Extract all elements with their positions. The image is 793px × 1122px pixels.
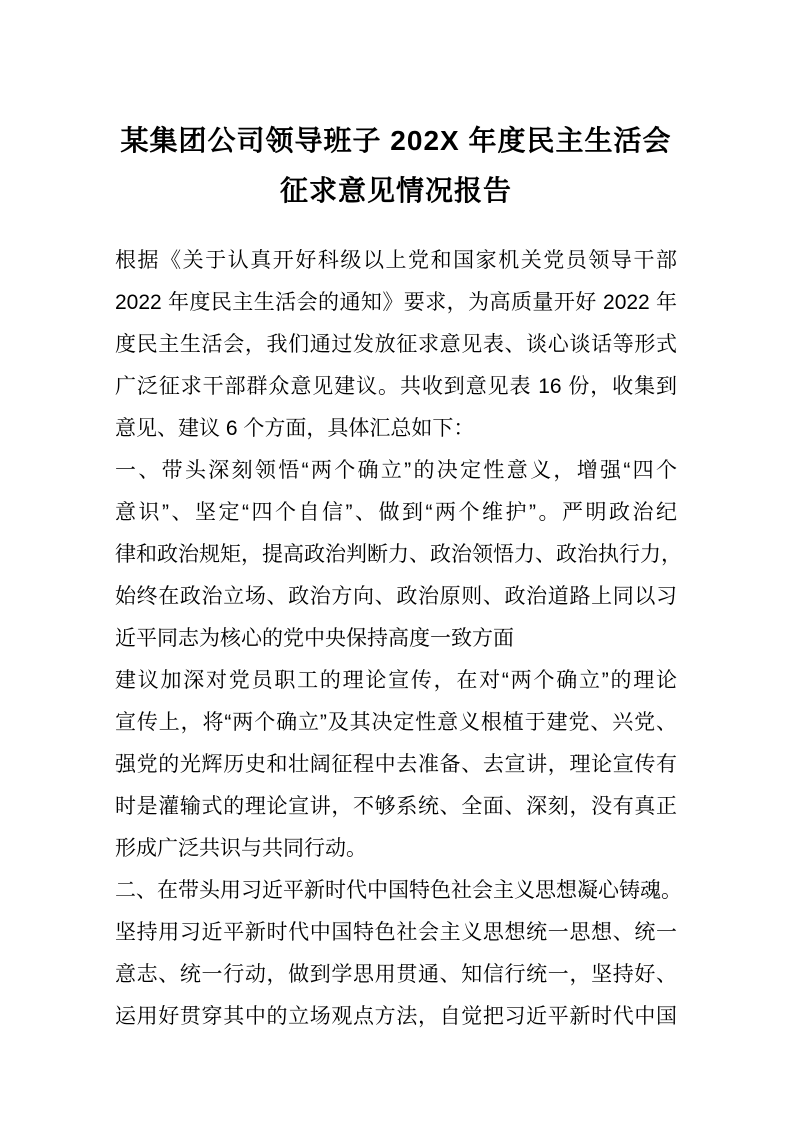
- text-line: 运用好贯穿其中的立场观点方法，自觉把习近平新时代中国: [115, 1005, 677, 1028]
- text-line: 意识”、坚定“四个自信”、做到“两个维护”。严明政治纪: [115, 501, 677, 524]
- paragraph-3: [115, 660, 677, 870]
- text-line: 广泛征求干部群众意见建议。共收到意见表 16 份，收集到: [115, 375, 677, 398]
- text-line: 二、在带头用习近平新时代中国特色社会主义思想凝心铸魂。: [115, 879, 682, 902]
- text-line: 意志、统一行动，做到学思用贯通、知信行统一，坚持好、: [115, 963, 677, 986]
- text-line: 根据《关于认真开好科级以上党和国家机关党员领导干部: [115, 249, 677, 272]
- document-title: [115, 116, 677, 216]
- document-body: [115, 240, 682, 1038]
- text-line: 形成广泛共识与共同行动。: [115, 837, 367, 860]
- paragraph-2: [115, 450, 682, 660]
- title-line-1: 某集团公司领导班子 202X 年度民主生活会: [120, 125, 672, 156]
- text-line: 一、带头深刻领悟“两个确立”的决定性意义，增强“四个: [115, 459, 677, 482]
- text-line: 宣传上，将“两个确立”及其决定性意义根植于建党、兴党、: [115, 711, 677, 734]
- paragraph-4: [115, 870, 682, 1038]
- text-line: 强党的光辉历史和壮阔征程中去准备、去宣讲，理论宣传有: [115, 753, 677, 776]
- text-line: 律和政治规矩，提高政治判断力、政治领悟力、政治执行力，: [115, 543, 682, 566]
- text-line: 坚持用习近平新时代中国特色社会主义思想统一思想、统一: [115, 921, 677, 944]
- title-line-2: 征求意见情况报告: [279, 175, 512, 206]
- text-line: 意见、建议 6 个方面，具体汇总如下：: [115, 417, 475, 440]
- text-line: 时是灌输式的理论宣讲，不够系统、全面、深刻，没有真正: [115, 795, 677, 818]
- text-line: 近平同志为核心的党中央保持高度一致方面: [115, 627, 514, 650]
- paragraph-1: [115, 240, 677, 450]
- text-line: 2022 年度民主生活会的通知》要求，为高质量开好 2022 年: [115, 291, 677, 314]
- text-line: 始终在政治立场、政治方向、政治原则、政治道路上同以习: [115, 585, 677, 608]
- text-line: 建议加深对党员职工的理论宣传，在对“两个确立”的理论: [115, 669, 677, 692]
- text-line: 度民主生活会，我们通过发放征求意见表、谈心谈话等形式: [115, 333, 677, 356]
